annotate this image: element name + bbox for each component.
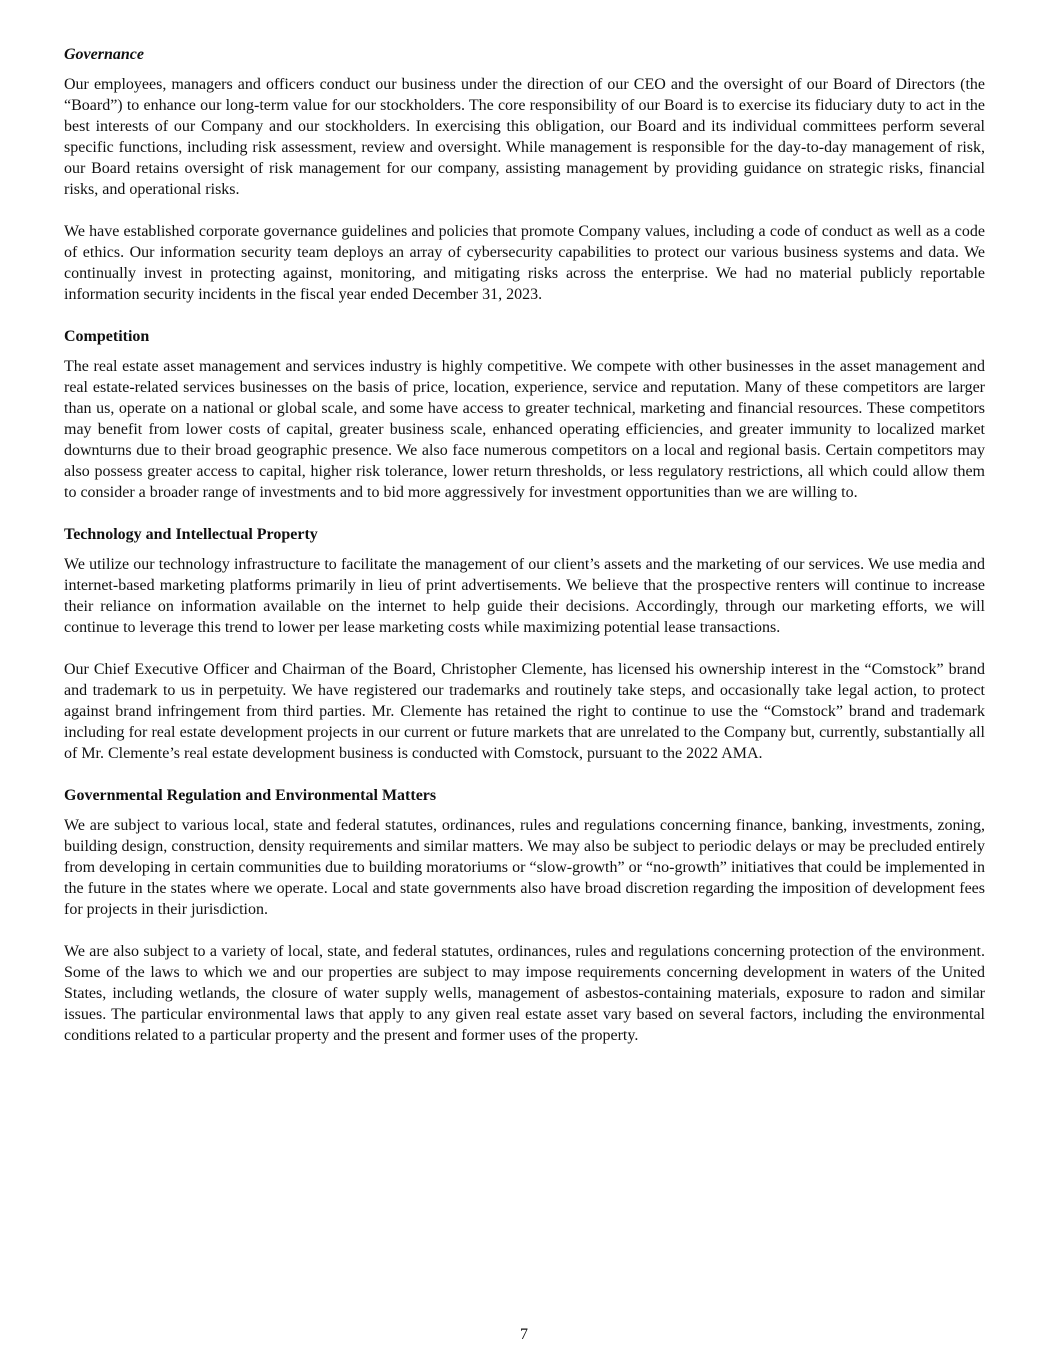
section-technology-ip: [64, 524, 985, 764]
document-page: [64, 44, 985, 1067]
section-governance: [64, 44, 985, 305]
section-heading: Competition: [64, 328, 150, 345]
paragraph: Our employees, managers and officers conduct our business under the direction of our CEO and the oversight of our Board of Directors (the “Board”) to enhance our long-term value for our stockholders. The core responsibility of our Board is to exercise its fiduciary duty to act in the best interests of our Company and our stockholders. In exercising this obligation, our Board and its individual committees perform several specific functions, including risk assessment, review and oversight. While management is responsible for the day-to-day management of risk, our Board retains oversight of risk management for our company, assisting management by providing guidance on strategic risks, financial risks, and operational risks.: [64, 76, 985, 198]
paragraph: We have established corporate governance guidelines and policies that promote Company values, including a code of conduct as well as a code of ethics. Our information security team deploys an array of cybersecurity capabilities to protect our various business systems and data. We continually invest in protecting against, monitoring, and mitigating risks across the enterprise. We had no material publicly reportable information security incidents in the fiscal year ended December 31, 2023.: [64, 223, 985, 303]
paragraph: Our Chief Executive Officer and Chairman of the Board, Christopher Clemente, has licensed his ownership interest in the “Comstock” brand and trademark to us in perpetuity. We have registered our trademarks and routinely take steps, and occasionally take legal action, to protect against brand infringement from third parties. Mr. Clemente has retained the right to continue to use the “Comstock” brand and trademark including for real estate development projects in our current or future markets that are unrelated to the Company but, currently, substantially all of Mr. Clemente’s real estate development business is conducted with Comstock, pursuant to the 2022 AMA.: [64, 661, 985, 762]
section-heading: Governmental Regulation and Environmental Matters: [64, 787, 437, 804]
section-competition: [64, 326, 985, 503]
paragraph: The real estate asset management and services industry is highly competitive. We compete with other businesses in the asset management and real estate-related services businesses on the basis of price, location, experience, service and reputation. Many of these competitors are larger than us, operate on a national or global scale, and some have access to greater technical, marketing and financial resources. These competitors may benefit from lower costs of capital, greater business scale, enhanced operating efficiencies, and greater immunity to localized market downturns due to their broad geographic presence. We also face numerous competitors on a local and regional basis. Certain competitors may also possess greater access to capital, higher risk tolerance, lower return thresholds, or less regulatory restrictions, all which could allow them to consider a broader range of investments and to bid more aggressively for investment opportunities than we are willing to.: [64, 358, 985, 501]
page-number: 7: [520, 1326, 528, 1343]
paragraph: We utilize our technology infrastructure to facilitate the management of our client’s assets and the marketing of our services. We use media and internet-based marketing platforms primarily in lieu of print advertisements. We believe that the prospective renters will continue to increase their reliance on information available on the internet to help guide their decisions. Accordingly, through our marketing efforts, we will continue to leverage this trend to lower per lease marketing costs while maximizing potential lease transactions.: [64, 556, 985, 636]
section-heading: Technology and Intellectual Property: [64, 526, 318, 543]
paragraph: We are also subject to a variety of local, state, and federal statutes, ordinances, rules and regulations concerning protection of the environment. Some of the laws to which we and our properties are subject to may impose requirements concerning development in waters of the United States, including wetlands, the closure of water supply wells, management of asbestos-containing materials, exposure to radon and similar issues. The particular environmental laws that apply to any given real estate asset vary based on several factors, including the environmental conditions related to a particular property and the present and former uses of the property.: [64, 943, 985, 1044]
section-regulation-environment: [64, 785, 985, 1046]
paragraph: We are subject to various local, state and federal statutes, ordinances, rules and regulations concerning finance, banking, investments, zoning, building design, construction, density requirements and similar matters. We may also be subject to periodic delays or may be precluded entirely from developing in certain communities due to building moratoriums or “slow-growth” or “no-growth” initiatives that could be implemented in the future in the states where we operate. Local and state governments also have broad discretion regarding the imposition of development fees for projects in their jurisdiction.: [64, 817, 985, 918]
section-heading: Governance: [64, 46, 144, 63]
